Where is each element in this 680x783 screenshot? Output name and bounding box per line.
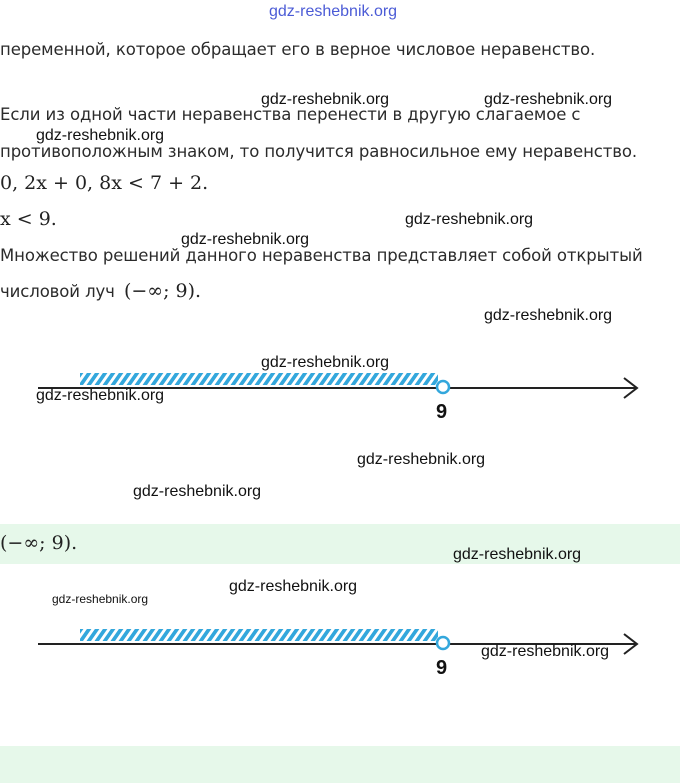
open-point-2: [437, 637, 449, 649]
watermark: gdz-reshebnik.org: [133, 483, 262, 500]
watermark: gdz-reshebnik.org: [405, 211, 534, 228]
paragraph-definition-end: переменной, которое обращает его в верное числовое неравенство.: [0, 40, 596, 59]
conclusion-interval: (−∞; 9).: [123, 280, 202, 302]
watermark: gdz-reshebnik.org: [484, 91, 613, 108]
bottom-band: [0, 746, 680, 783]
watermark: gdz-reshebnik.org: [481, 643, 610, 660]
watermark: gdz-reshebnik.org: [36, 387, 165, 404]
solution-hatch-2: [80, 629, 438, 641]
paragraph-rule-line2: противоположным знаком, то получится равносильное ему неравенство.: [0, 142, 638, 161]
point-label-2: 9: [436, 657, 448, 676]
conclusion-text: числовой луч: [0, 282, 115, 301]
watermark-top: gdz-reshebnik.org: [269, 3, 398, 20]
conclusion-line1: Множество решений данного неравенства представляет собой открытый: [0, 246, 643, 265]
conclusion-line2: [0, 280, 201, 302]
watermark: gdz-reshebnik.org: [261, 354, 390, 371]
paragraph-rule-line1: Если из одной части неравенства перенести в другую слагаемое с: [0, 105, 581, 124]
watermark: gdz-reshebnik.org: [36, 127, 165, 144]
solution-hatch-1: [80, 373, 438, 385]
answer-interval: (−∞; 9).: [0, 532, 78, 554]
watermark: gdz-reshebnik.org: [453, 546, 582, 563]
watermark: gdz-reshebnik.org: [484, 307, 613, 324]
equation-step-1: 0, 2x + 0, 8x < 7 + 2.: [0, 172, 209, 194]
open-point-1: [437, 381, 449, 393]
watermark: gdz-reshebnik.org: [261, 91, 390, 108]
point-label-1: 9: [436, 401, 448, 420]
equation-step-2: x < 9.: [0, 208, 57, 230]
watermark: gdz-reshebnik.org: [357, 451, 486, 468]
watermark: gdz-reshebnik.org: [229, 578, 358, 595]
watermark: gdz-reshebnik.org: [181, 231, 310, 248]
watermark-small: gdz-reshebnik.org: [52, 592, 149, 606]
